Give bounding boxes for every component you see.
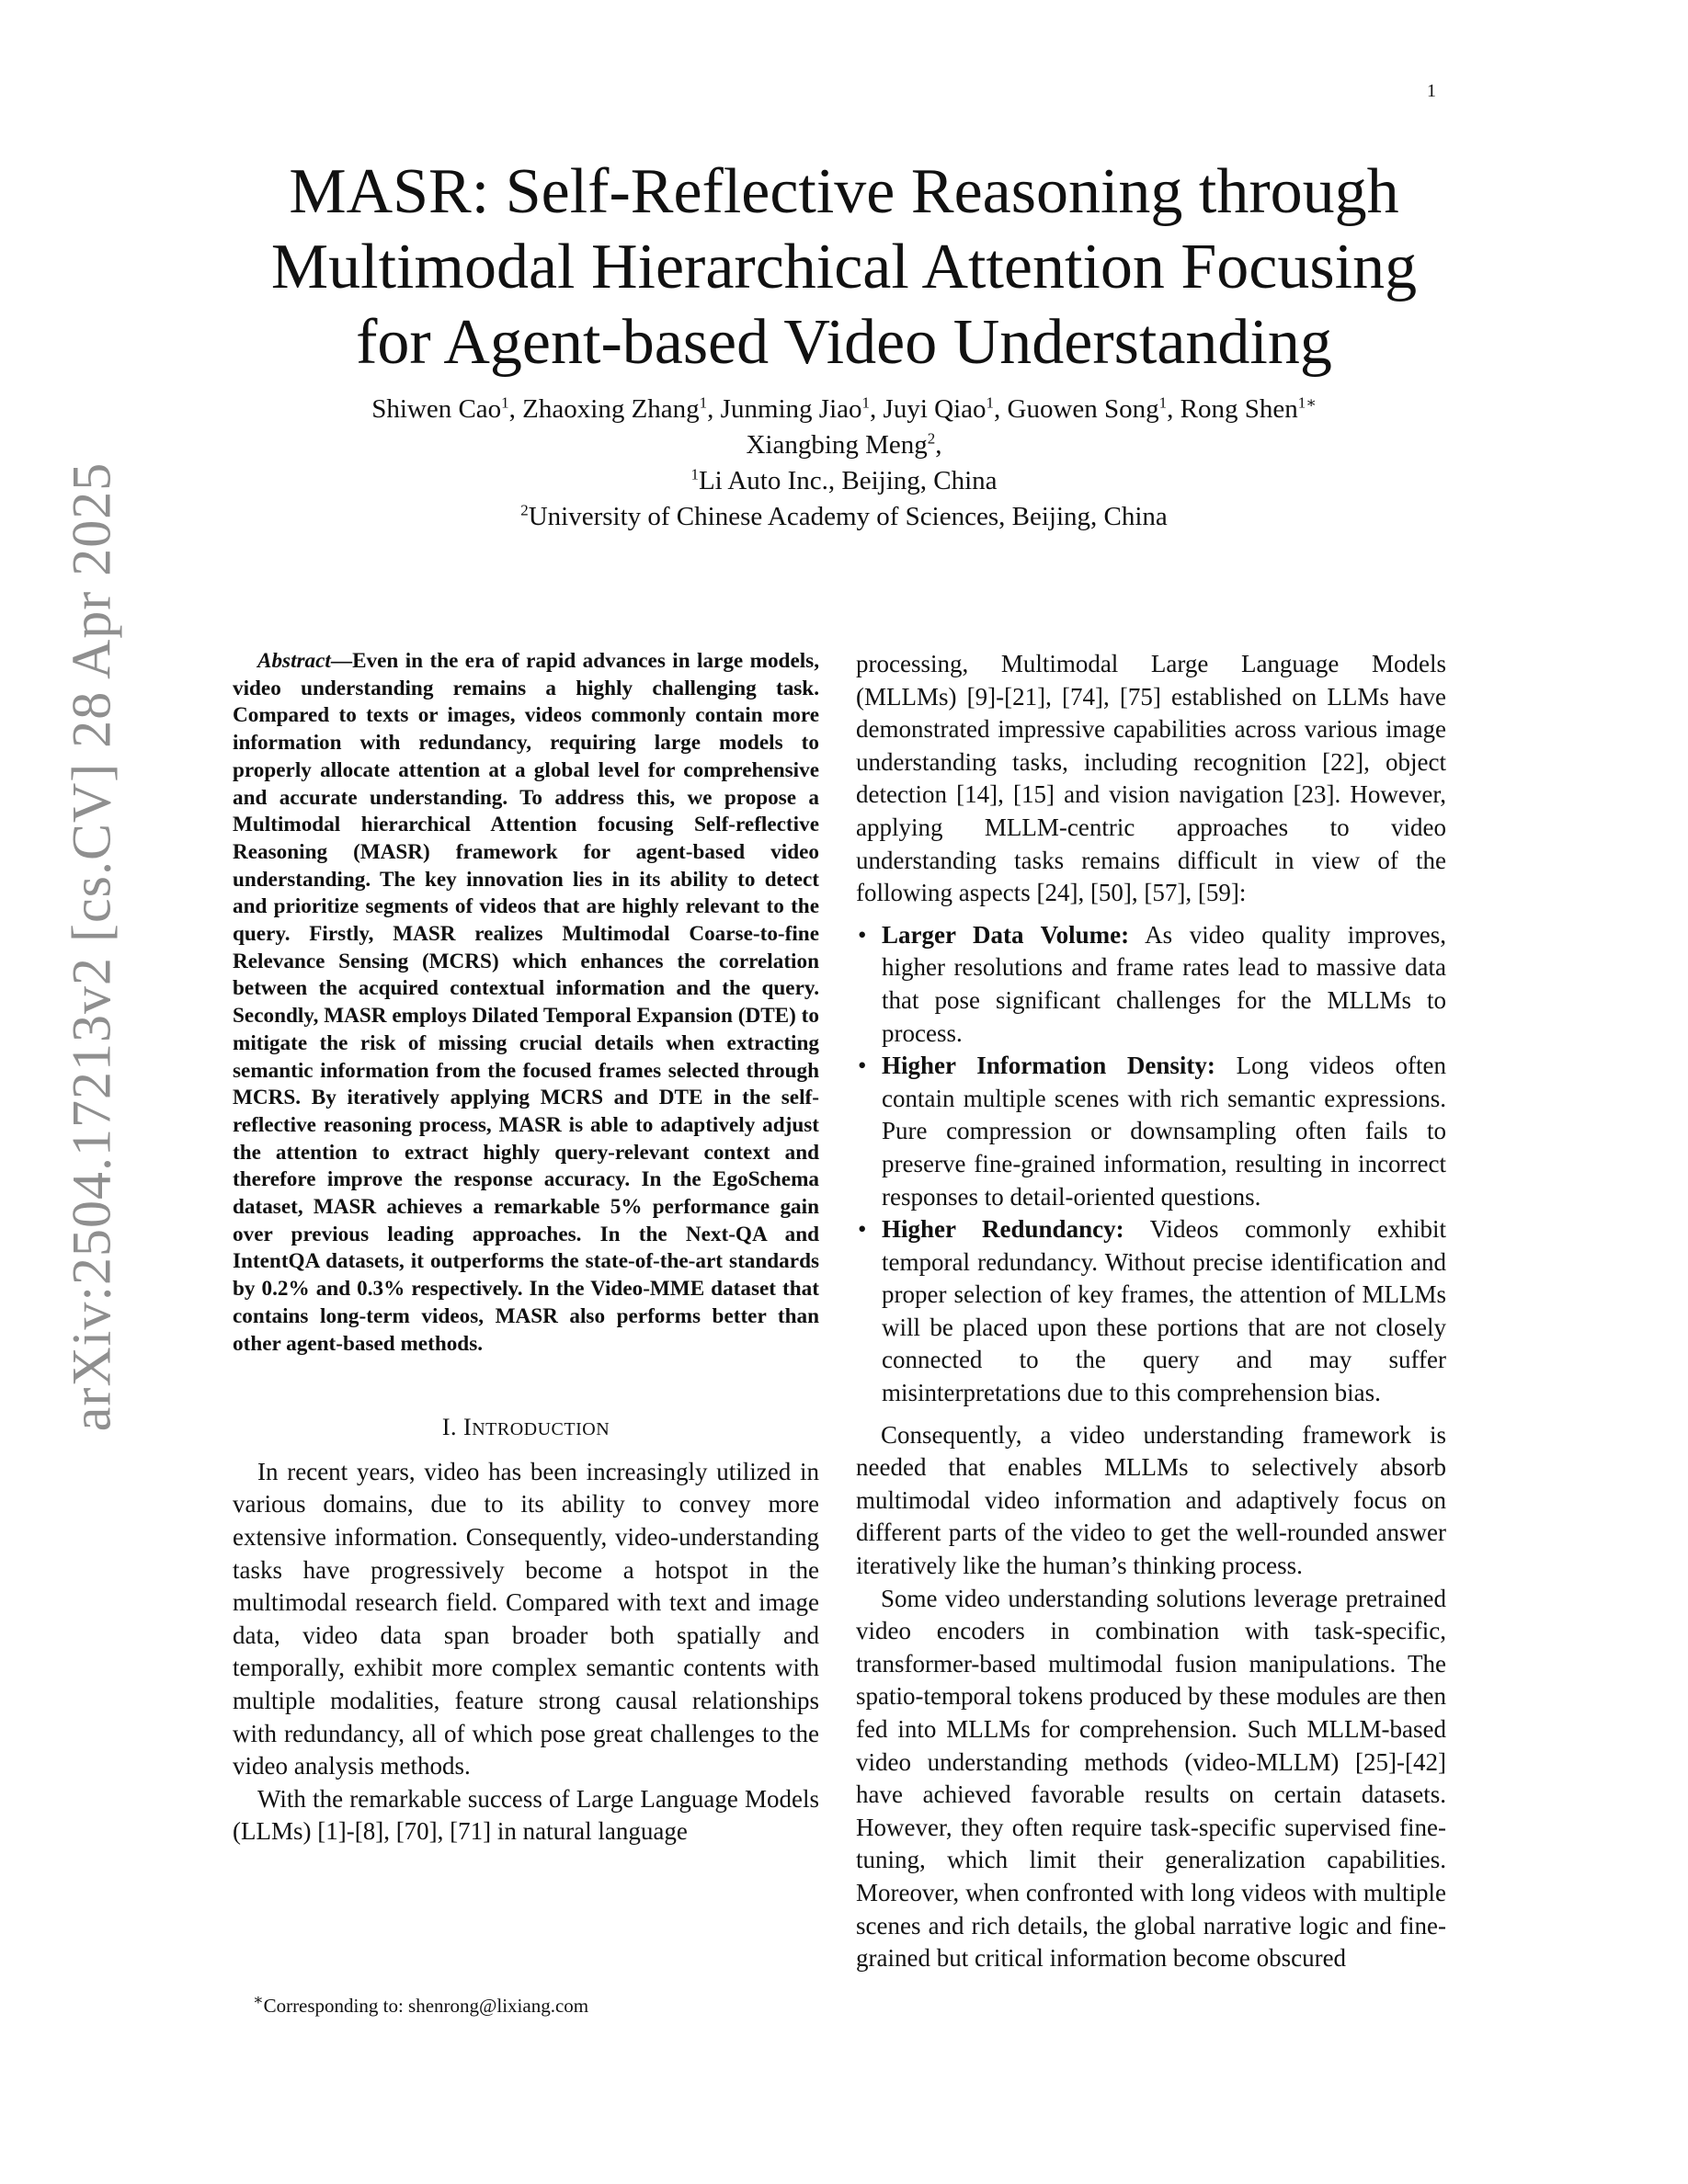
author-mark: 1 [699, 393, 708, 412]
author: Junming Jiao [720, 394, 862, 424]
left-column [233, 648, 819, 1848]
author: Xiangbing Meng [746, 430, 928, 460]
list-term: Higher Redundancy: [882, 1215, 1124, 1244]
author: Shiwen Cao [371, 394, 502, 424]
author-mark: 1 [501, 393, 509, 412]
author: Guowen Song [1007, 394, 1159, 424]
author-mark: 1∗ [1297, 393, 1317, 412]
abstract-label: Abstract [257, 649, 331, 673]
author-mark: 2 [927, 429, 936, 448]
author-mark: 1 [861, 393, 871, 412]
affiliation: $^2$University of Chinese Academy of Sciences, Beijing, China [520, 501, 1168, 531]
list-term: Higher Information Density: [882, 1052, 1215, 1080]
paper-title: MASR: Self-Reflective Reasoning through Multimodal Hierarchical Attention Focusing for Agent-based Video Understanding [270, 156, 1418, 378]
author: Zhaoxing Zhang [522, 394, 700, 424]
affiliation: $^1$Li Auto Inc., Beijing, China [690, 465, 998, 495]
author-mark: 1 [986, 393, 994, 412]
list-item: • Larger Data Volume: As video quality improves, higher resolutions and frame rates lead to massive data that pose significant challenges for the MLLMs to process. [856, 919, 1446, 1050]
abstract [233, 648, 819, 1358]
list-term: Larger Data Volume: [882, 920, 1130, 949]
arxiv-stamp: arXiv:2504.17213v2 [cs.CV] 28 Apr 2025 [61, 461, 122, 1432]
author-list: Shiwen Cao$^1$, Zhaoxing Zhang$^1$, Junming Jiao$^1$, Juyi Qiao$^1$, Guowen Song$^1$, Rong Shen$^{1∗}$ Xiangbing Meng$^2$, [371, 393, 1317, 460]
right-column [856, 648, 1446, 1975]
list-item: • Higher Redundancy: Videos commonly exhibit temporal redundancy. Without precise identification and proper selection of key frames, the attention of MLLMs will be placed upon these portions that are not closely connected to the query and may suffer misinterpretations due to this comprehension bias. [856, 1213, 1446, 1410]
footnote: ∗Corresponding to: shenrong@lixiang.com [253, 1991, 589, 2017]
paragraph: Consequently, a video understanding framework is needed that enables MLLMs to selectively absorb multimodal video information and adaptively focus on different parts of the video to get the well-rounded answer iteratively like the human’s thinking process. [856, 1420, 1446, 1580]
list-item: • Higher Information Density: Long videos often contain multiple scenes with rich semantic expressions. Pure compression or downsampling often fails to preserve fine-grained information, resulting in incorrect responses to detail-oriented questions. [856, 1050, 1446, 1213]
affiliation-mark: 2 [520, 501, 529, 519]
abstract-text: —Even in the era of rapid advances in large models, video understanding remains a highly challenging task. Compared to texts or images, videos commonly contain more information with redundancy, requiring large models to properly allocate attention at a global level for comprehensive and accurate understanding. To address this, we propose a Multimodal hierarchical Attention focusing Self-reflective Reasoning (MASR) framework for agent-based video understanding. The key innovation lies in its ability to detect and prioritize segments of videos that are highly relevant to the query. Firstly, MASR realizes Multimodal Coarse-to-fine Relevance Sensing (MCRS) which enhances the correlation between the acquired contextual information and the query. Secondly, MASR employs Dilated Temporal Expansion (DTE) to mitigate the risk of missing crucial details when extracting semantic information from the focused frames selected through MCRS. By iteratively applying MCRS and DTE in the self-reflective reasoning process, MASR is able to adaptively adjust the attention to extract highly query-relevant context and therefore improve the response accuracy. In the EgoSchema dataset, MASR achieves a remarkable 5% performance gain over previous leading approaches. In the Next-QA and IntentQA datasets, it outperforms the state-of-the-art standards by 0.2% and 0.3% respectively. In the Video-MME dataset that contains long-term videos, MASR also performs better than other agent-based methods. [233, 649, 819, 1356]
paragraph: Some video understanding solutions leverage pretrained video encoders in combination with task-specific, transformer-based multimodal fusion manipulations. The spatio-temporal tokens produced by these modules are then fed into MLLMs for comprehension. Such MLLM-based video understanding methods (video-MLLM) [25]-[42] have achieved favorable results on certain datasets. However, they often require task-specific supervised fine-tuning, which limit their generalization capabilities. Moreover, when confronted with long videos with multiple scenes and rich details, the global narrative logic and fine-grained but critical information become obscured [856, 1584, 1446, 1973]
author: Juyi Qiao [883, 394, 987, 424]
challenge-list [856, 919, 1446, 1410]
paragraph: processing, Multimodal Large Language Models (MLLMs) [9]-[21], [74], [75] established on LLMs have demonstrated impressive capabilities across various image understanding tasks, including recognition [22], object detection [14], [15] and vision navigation [23]. However, applying MLLM-centric approaches to video understanding tasks remains difficult in view of the following aspects [24], [50], [57], [59]: [856, 650, 1446, 907]
page-number: 1 [1427, 81, 1436, 101]
author: Rong Shen [1180, 394, 1298, 424]
paragraph: With the remarkable success of Large Language Models (LLMs) [1]-[8], [70], [71] in natural language [233, 1784, 819, 1846]
author-mark: 1 [1158, 393, 1168, 412]
paper-header [230, 154, 1458, 535]
paragraph: In recent years, video has been increasingly utilized in various domains, due to its ability to convey more extensive information. Consequently, video-understanding tasks have progressively become a hotspot in the multimodal research field. Compared with text and image data, video data span broader both spatially and temporally, exhibit more complex semantic contents with multiple modalities, feature strong causal relationships with redundancy, all of which pose great challenges to the video analysis methods. [233, 1457, 819, 1780]
affiliation-mark: 1 [690, 465, 699, 483]
footnote-mark: ∗ [253, 1991, 264, 2008]
section-heading-introduction: I. INTRODUCTION [441, 1414, 610, 1441]
